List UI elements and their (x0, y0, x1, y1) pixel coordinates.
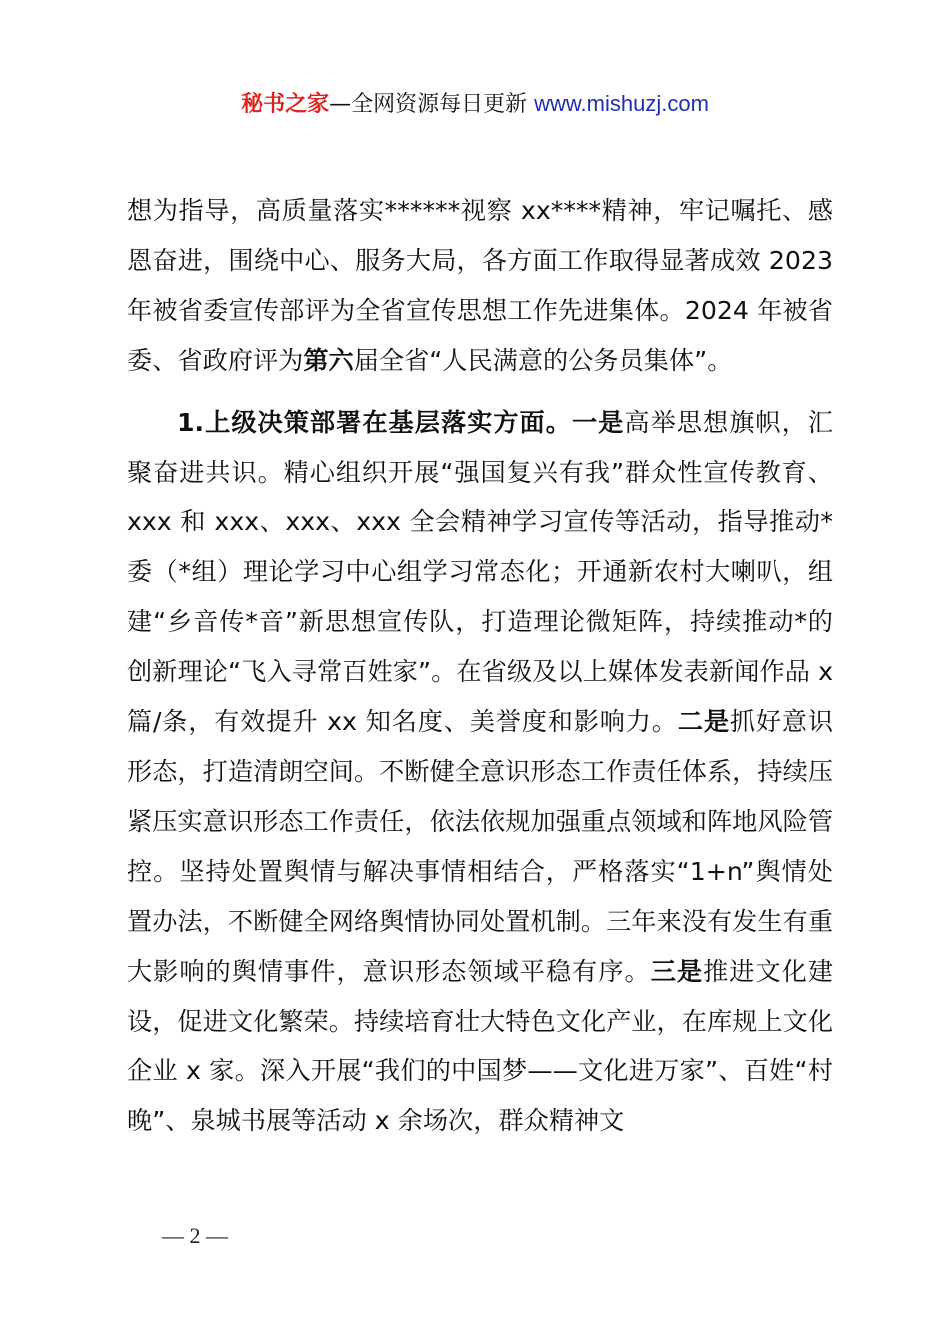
paragraph-2-text-b: 抓好意识形态，打造清朗空间。不断健全意识形态工作责任体系，持续压紧压实意识形态工作责任，依法依规加强重点领域和阵地风险管控。坚持处置舆情与解决事情相结合，严格落实“1+n”舆情处置办法，不断健全网络舆情协同处置机制。三年来没有发生有重大影响的舆情事件，意识形态领域平稳有序。 (127, 707, 834, 986)
paragraph-1 (127, 186, 833, 386)
site-banner (0, 86, 950, 123)
paragraph-2-text-a: 高举思想旗帜，汇聚奋进共识。精心组织开展“强国复兴有我”群众性宣传教育、xxx 和 xxx、xxx、xxx 全会精神学习宣传等活动，指导推动*委（*组）理论学习中心组学习常态化；开通新农村大喇叭，组建“乡音传*音”新思想宣传队，打造理论微矩阵，持续推动*的创新理论“飞入寻常百姓家”。在省级及以上媒体发表新闻作品 x 篇/条，有效提升 xx 知名度、美誉度和影响力。 (127, 407, 833, 737)
paragraph-1-bold: 第六 (303, 345, 354, 375)
document-body (127, 186, 833, 1146)
section-heading: 1.上级决策部署在基层落实方面。一是 (177, 407, 625, 437)
paragraph-1-text-a: 想为指导，高质量落实******视察 xx****精神，牢记嘱托、感恩奋进，围绕中心、服务大局，各方面工作取得显著成效 2023 年被省委宣传部评为全省宣传思想工作先进集体。2024 年被省委、省政府评为 (127, 196, 833, 375)
paragraph-2-text-c: 推进文化建设，促进文化繁荣。持续培育壮大特色文化产业，在库规上文化企业 x 家。深入开展“我们的中国梦——文化进万家”、百姓“村晚”、泉城书展等活动 x 余场次，群众精神文 (127, 956, 834, 1136)
banner-separator: — (329, 92, 352, 117)
banner-url-link[interactable]: www.mishuzj.com (534, 91, 709, 116)
point-two-label: 二是 (677, 707, 730, 737)
paragraph-1-text-b: 届全省“人民满意的公务员集体”。 (353, 345, 733, 375)
point-three-label: 三是 (650, 956, 704, 986)
banner-tagline: 全网资源每日更新 (351, 92, 528, 117)
page-number: — 2 — (162, 1223, 228, 1248)
paragraph-2 (127, 398, 833, 1147)
brand-name: 秘书之家 (241, 92, 330, 117)
